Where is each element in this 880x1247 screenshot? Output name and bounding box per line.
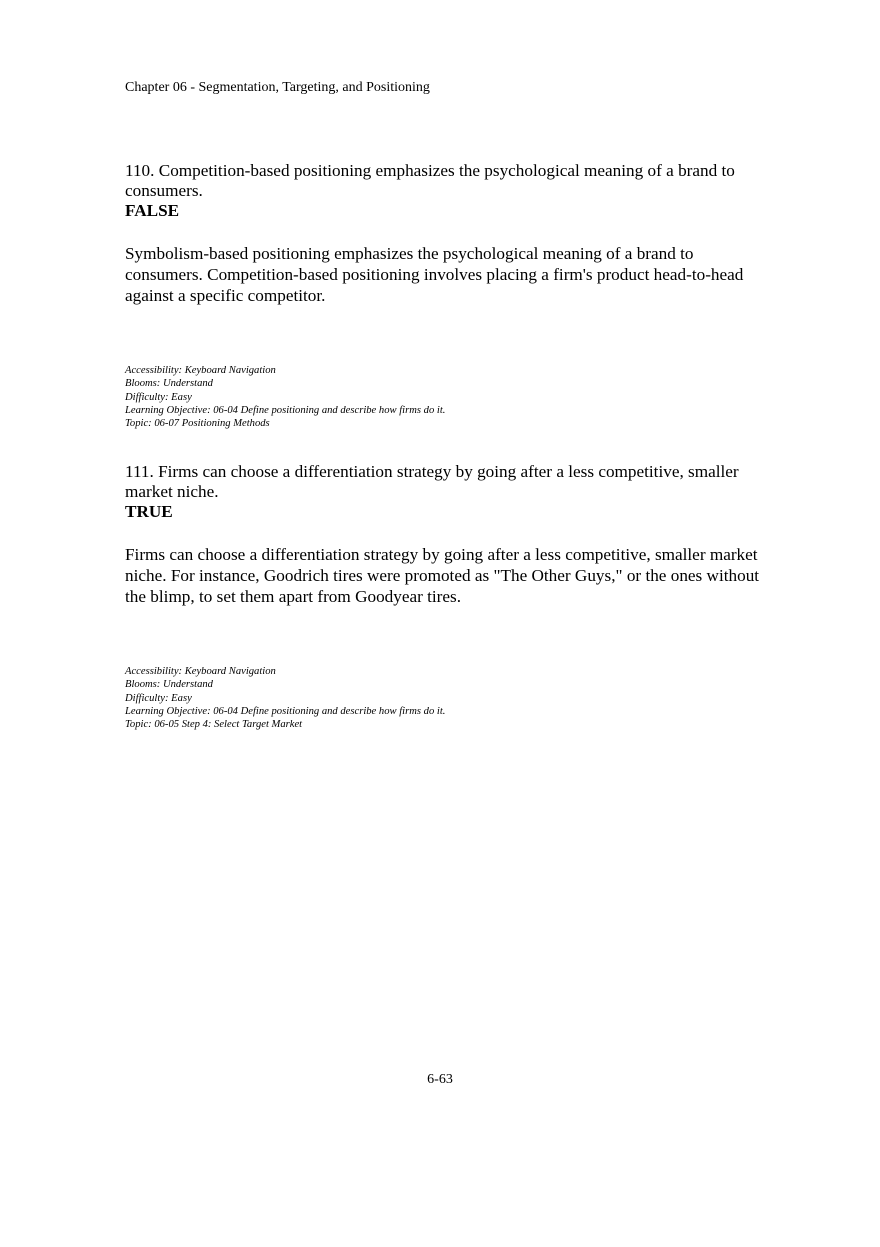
meta-learning-objective: Learning Objective: 06-04 Define positioning and describe how firms do it. xyxy=(125,705,446,717)
meta-accessibility: Accessibility: Keyboard Navigation xyxy=(125,666,276,677)
question-text: 111. Firms can choose a differentiation strategy by going after a less competitive, smaller market niche. xyxy=(125,462,739,501)
page-number: 6-63 xyxy=(427,1072,453,1087)
meta-blooms: Blooms: Understand xyxy=(125,679,213,691)
answer-label: FALSE xyxy=(125,201,180,220)
question-text: 110. Competition-based positioning emphasizes the psychological meaning of a brand to consumers. xyxy=(125,161,735,200)
question-metadata xyxy=(125,665,775,731)
question-block-111 xyxy=(125,462,775,731)
question-block-110 xyxy=(125,161,775,430)
meta-topic: Topic: 06-05 Step 4: Select Target Market xyxy=(125,719,303,731)
meta-topic: Topic: 06-07 Positioning Methods xyxy=(125,418,270,430)
meta-learning-objective: Learning Objective: 06-04 Define positioning and describe how firms do it. xyxy=(125,404,446,416)
explanation-text: Firms can choose a differentiation strategy by going after a less competitive, smaller market niche. For instance, Goodrich tires were promoted as "The Other Guys," or the ones without the blimp, to set them apart from Goodyear tires. xyxy=(125,545,760,606)
meta-accessibility: Accessibility: Keyboard Navigation xyxy=(125,365,276,376)
meta-blooms: Blooms: Understand xyxy=(125,378,213,390)
chapter-header: Chapter 06 - Segmentation, Targeting, and Positioning xyxy=(125,80,430,95)
meta-difficulty: Difficulty: Easy xyxy=(125,391,192,403)
question-metadata xyxy=(125,364,775,430)
explanation-text: Symbolism-based positioning emphasizes the psychological meaning of a brand to consumers. Competition-based positioning involves placing a firm's product head-to-head against a specific competitor. xyxy=(125,244,744,305)
answer-label: TRUE xyxy=(125,502,173,521)
meta-difficulty: Difficulty: Easy xyxy=(125,692,192,704)
